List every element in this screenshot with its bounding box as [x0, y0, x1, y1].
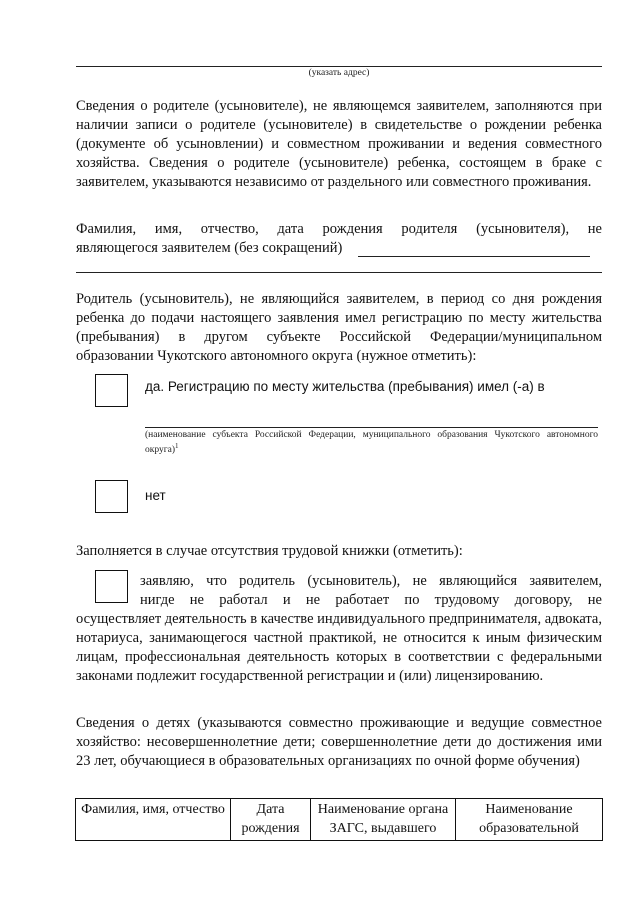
parent-name-label-line2: являющегося заявителем (без сокращений) [76, 240, 343, 256]
col-header-birthdate: Дата рождения [231, 799, 311, 841]
col-header-name: Фамилия, имя, отчество [76, 799, 231, 841]
no-workbook-heading: Заполняется в случае отсутствия трудовой книжки (отметить): [76, 543, 463, 559]
registration-place-caption [145, 430, 598, 456]
col-header-school: Наименование образовательной [456, 799, 603, 841]
parent-name-input-line[interactable] [358, 256, 590, 257]
children-table [75, 798, 603, 841]
parent-name-label-line1: Фамилия, имя, отчество, дата рождения родителя (усыновителя), не [76, 221, 602, 237]
declaration-checkbox[interactable] [95, 570, 128, 603]
col-header-zags: Наименование органа ЗАГС, выдавшего [311, 799, 456, 841]
address-line[interactable] [76, 66, 602, 67]
option-no-checkbox[interactable] [95, 480, 128, 513]
registration-place-caption-text: (наименование субъекта Российской Федерации, муниципального образования Чукотского автономного округа) [145, 430, 598, 456]
option-no-label: нет [145, 488, 166, 503]
option-yes-checkbox[interactable] [95, 374, 128, 407]
declaration-rest: осуществляет деятельность в качестве индивидуального предпринимателя, адвоката, нотариуса, занимающегося частной практикой, не относится к иным физическим лицам, профессиональная деятельность которых в соответствии с федеральными законами подлежит государственной регистрации и (или) лицензированию. [76, 611, 602, 684]
parent-name-input-line-2[interactable] [76, 272, 602, 273]
parent-info-paragraph: Сведения о родителе (усыновителе), не являющемся заявителем, заполняются при наличии записи о родителе (усыновителе) в свидетельстве о рождении ребенка (документе об усыновлении) и совместном проживании и ведения совместного хозяйства. Сведения о родителе (усыновителе) ребенка, состоящем в браке с заявителем, указываются независимо от раздельного или совместного проживания. [76, 98, 602, 190]
declaration-line2: нигде не работал и не работает по трудовому договору, не [140, 592, 602, 608]
registration-question: Родитель (усыновитель), не являющийся заявителем, в период со дня рождения ребенка до подачи настоящего заявления имел регистрацию по месту жительства (пребывания) в другом субъекте Российской Федерации/муниципальном образовании Чукотского автономного округа (нужное отметить): [76, 291, 602, 364]
footnote-marker: 1 [175, 442, 179, 450]
children-table-header-row [76, 799, 603, 841]
address-caption: (указать адрес) [308, 68, 370, 78]
declaration-line1: заявляю, что родитель (усыновитель), не являющийся заявителем, [140, 573, 602, 589]
children-paragraph: Сведения о детях (указываются совместно проживающие и ведущие совместное хозяйство: несовершеннолетние дети; совершеннолетние дети до достижения ими 23 лет, обучающиеся в образовательных организациях по очной форме обучения) [76, 715, 602, 769]
registration-place-input-line[interactable] [145, 427, 598, 428]
option-yes-label: да. Регистрацию по месту жительства (пребывания) имел (-а) в [145, 379, 545, 394]
